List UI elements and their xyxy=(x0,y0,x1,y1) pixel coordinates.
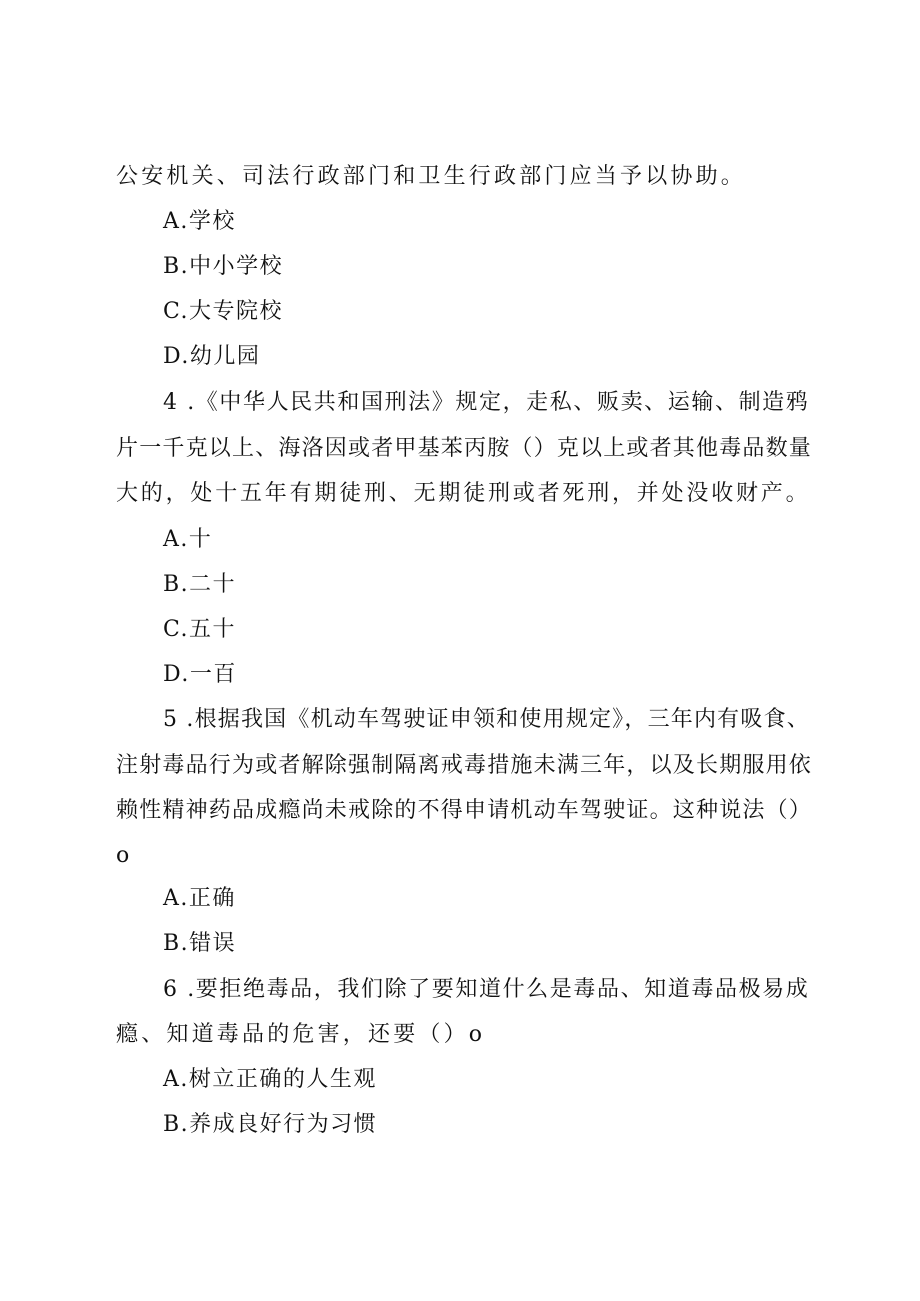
q4-text-line-3: 大的，处十五年有期徒刑、无期徒刑或者死刑，并处没收财产。 xyxy=(116,481,811,506)
q5-text-line-3: 赖性精神药品成瘾尚未戒除的不得申请机动车驾驶证。这种说法（） xyxy=(116,798,813,823)
q3-option-a: A.学校 xyxy=(163,209,236,234)
q4-option-a: A.十 xyxy=(163,527,213,552)
q6-option-a: A.树立正确的人生观 xyxy=(163,1067,377,1092)
q3-continuation-text: 公安机关、司法行政部门和卫生行政部门应当予以协助。 xyxy=(116,164,747,189)
q4-text-line-1: 4 .《中华人民共和国刑法》规定，走私、贩卖、运输、制造鸦 xyxy=(163,390,810,415)
q3-option-d: D.幼儿园 xyxy=(163,344,261,369)
q3-option-b: B.中小学校 xyxy=(163,254,284,279)
q5-text-line-4: o xyxy=(116,843,133,868)
q6-option-b: B.养成良好行为习惯 xyxy=(163,1112,378,1137)
q4-option-c: C.五十 xyxy=(163,617,237,642)
q4-option-d: D.一百 xyxy=(163,662,237,687)
q6-text-line-1: 6 .要拒绝毒品，我们除了要知道什么是毒品、知道毒品极易成 xyxy=(163,977,810,1002)
q5-option-b: B.错误 xyxy=(163,931,237,956)
q4-option-b: B.二十 xyxy=(163,572,237,597)
q5-text-line-1: 5 .根据我国《机动车驾驶证申领和使用规定》，三年内有吸食、 xyxy=(163,707,810,732)
q5-option-a: A.正确 xyxy=(163,886,236,911)
q4-text-line-2: 片一千克以上、海洛因或者甲基苯丙胺（）克以上或者其他毒品数量 xyxy=(116,436,813,461)
q3-option-c: C.大专院校 xyxy=(163,299,284,324)
q5-text-line-2: 注射毒品行为或者解除强制隔离戒毒措施未满三年，以及长期服用依 xyxy=(116,753,813,778)
q6-text-line-2: 瘾、知道毒品的危害，还要（）o xyxy=(116,1022,486,1047)
